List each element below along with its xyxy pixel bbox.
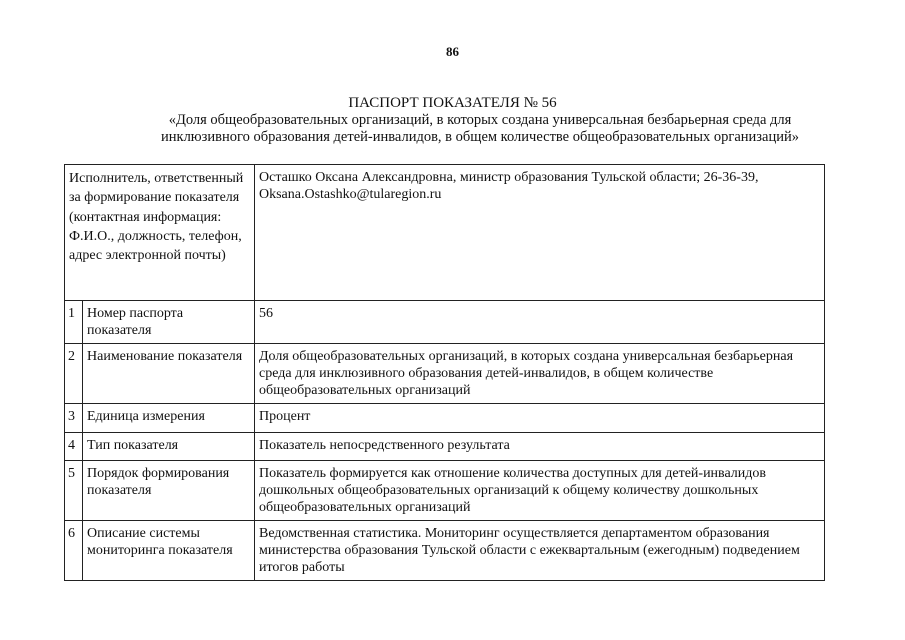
row-number: 6 (65, 521, 83, 581)
row-label: Наименование показателя (83, 344, 255, 404)
row-label: Номер паспорта показателя (83, 301, 255, 344)
row-number: 3 (65, 404, 83, 433)
row-number: 1 (65, 301, 83, 344)
row-value: Доля общеобразовательных организаций, в которых создана универсальная безбарьерная среда для инклюзивного образования детей-инвалидов, в общем количестве общеобразовательных организаций (255, 344, 825, 404)
row-value: Ведомственная статистика. Мониторинг осуществляется департаментом образования министерства образования Тульской области с ежеквартальным (ежегодным) подведением итогов работы (255, 521, 825, 581)
row-value: Показатель формируется как отношение количества доступных для детей-инвалидов дошкольных общеобразовательных организаций к общему количеству дошкольных общеобразовательных организаций (255, 461, 825, 521)
row-value: 56 (255, 301, 825, 344)
row-label: Тип показателя (83, 433, 255, 461)
executor-label: Исполнитель, ответственный за формирование показателя (контактная информация: Ф.И.О., должность, телефон, адрес электронной почты) (65, 165, 255, 301)
table-row (65, 404, 825, 433)
document-title: ПАСПОРТ ПОКАЗАТЕЛЯ № 56 (348, 95, 557, 111)
row-number: 4 (65, 433, 83, 461)
table-row-executor (65, 165, 825, 301)
table-row (65, 433, 825, 461)
row-number: 2 (65, 344, 83, 404)
page-number: 86 (446, 44, 459, 59)
executor-value (255, 165, 825, 301)
row-label: Порядок формирования показателя (83, 461, 255, 521)
table-row (65, 461, 825, 521)
row-value: Показатель непосредственного результата (255, 433, 825, 461)
row-number: 5 (65, 461, 83, 521)
row-label: Единица измерения (83, 404, 255, 433)
table-row (65, 521, 825, 581)
document-subtitle: «Доля общеобразовательных организаций, в которых создана универсальная безбарьерная среда для инклюзивного образования детей-инвалидов, в общем количестве общеобразовательных организаций» (161, 112, 799, 145)
table-row (65, 301, 825, 344)
passport-table (64, 164, 825, 581)
row-value: Процент (255, 404, 825, 433)
table-row (65, 344, 825, 404)
executor-name-line: Осташко Оксана Александровна, министр образования Тульской области; 26-36-39, (259, 170, 759, 185)
executor-email: Oksana.Ostashko@tularegion.ru (259, 187, 442, 202)
row-label: Описание системы мониторинга показателя (83, 521, 255, 581)
